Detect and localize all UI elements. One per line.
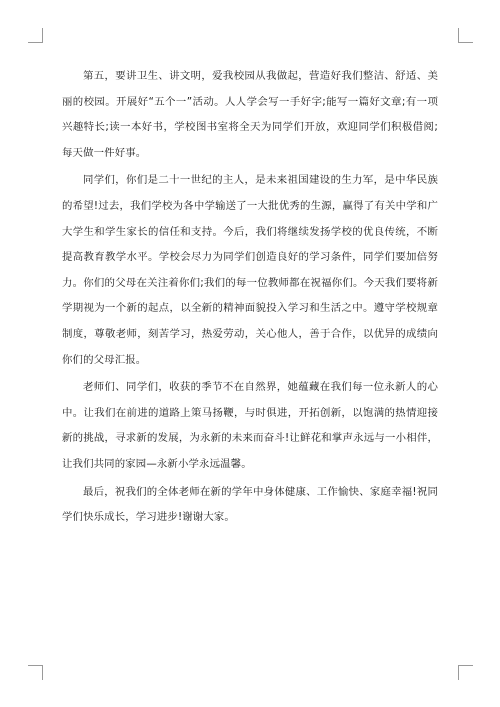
- crop-mark-bottom-left: [28, 665, 43, 680]
- paragraph: 同学们，你们是二十一世纪的主人，是未来祖国建设的生力军，是中华民族的希望!过去，我们学校为各中学输送了一大批优秀的生源，赢得了有关中学和广大学生和学生家长的信任和支持。今后，我们将继续发扬学校的优良传统，不断提高教育教学水平。学校会尽力为同学们创造良好的学习条件，同学们要加倍努力。你们的父母在关注着你们;我们的每一位教师都在祝福你们。今天我们要将新学期视为一个新的起点，以全新的精神面貌投入学习和生活之中。遵守学校规章制度，尊敬老师，刻苦学习，热爱劳动，关心他人，善于合作，以优异的成绩向你们的父母汇报。: [62, 174, 438, 366]
- paragraph: 第五，要讲卫生、讲文明，爱我校园从我做起，营造好我们整洁、舒适、美丽的校园。开展好“五个一”活动。人人学会写一手好字;能写一篇好文章;有一项兴趣特长;读一本好书，学校图书室将全天为同学们开放，欢迎同学们积极借阅;每天做一件好事。: [62, 70, 438, 159]
- crop-mark-top-left: [28, 28, 43, 43]
- crop-mark-bottom-right: [458, 665, 473, 680]
- paragraph: 老师们、同学们，收获的季节不在自然界，她蕴藏在我们每一位永新人的心中。让我们在前进的道路上策马扬鞭，与时俱进，开拓创新，以饱满的热情迎接新的挑战，寻求新的发展，为永新的未来而奋斗!让鲜花和掌声永远与一小相伴，让我们共同的家园—永新小学永远温馨。: [62, 381, 438, 470]
- paragraph: 最后，祝我们的全体老师在新的学年中身体健康、工作愉快、家庭幸福!祝同学们快乐成长，学习进步!谢谢大家。: [62, 485, 438, 524]
- document-body: [62, 64, 438, 531]
- crop-mark-top-right: [458, 28, 473, 43]
